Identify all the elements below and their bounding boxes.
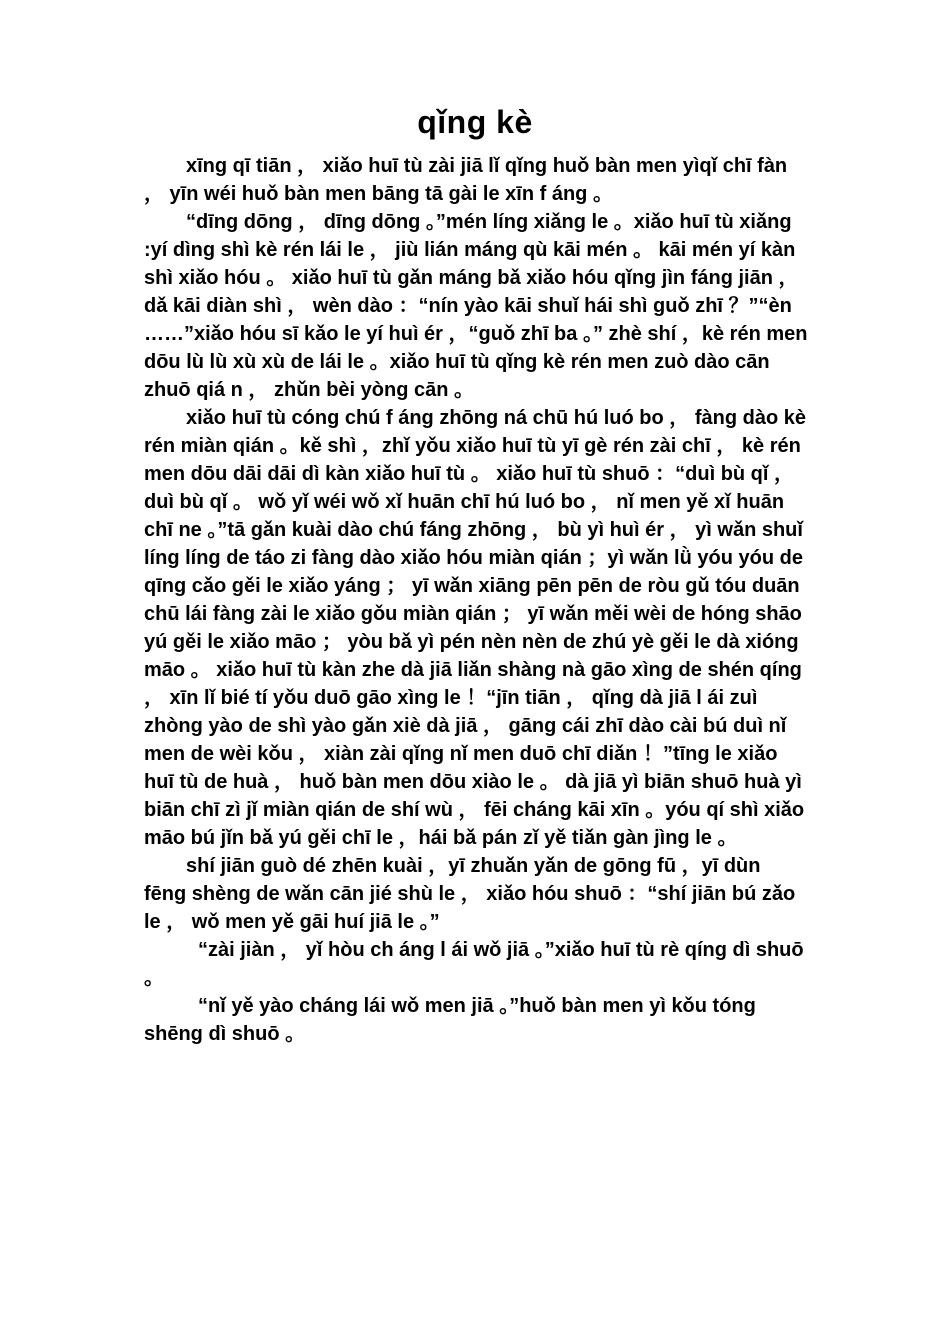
paragraph-6: “nǐ yě yào cháng lái wǒ men jiā 。”huǒ bàn men yì kǒu tóng shēng dì shuō 。	[144, 995, 756, 1045]
paragraph-2: “dīng dōng ， dīng dōng 。”mén líng xiǎng le 。xiǎo huī tù xiǎng :yí dìng shì kè rén lái le ， jiù lián máng qù kāi mén 。 kāi mén yí kàn shì xiǎo hóu 。 xiǎo huī tù gǎn máng bǎ xiǎo hóu qǐng jìn fáng jiān ，dǎ kāi diàn shì ， wèn dào ：“nín yào kāi shuǐ hái shì guǒ zhī ？”“èn ……”xiǎo hóu sī kǎo le yí huì ér ，“guǒ zhī ba 。” zhè shí ，kè rén men dōu lù lù xù xù de lái le 。xiǎo huī tù qǐng kè rén men zuò dào cān zhuō qiá n ， zhǔn bèi yòng cān 。	[144, 211, 808, 401]
paragraph-5: “zài jiàn ， yǐ hòu ch áng l ái wǒ jiā 。”xiǎo huī tù rè qíng dì shuō 。	[144, 939, 804, 989]
paragraph-3: xiǎo huī tù cóng chú f áng zhōng ná chū hú luó bo ， fàng dào kè rén miàn qián 。kě shì ，zhǐ yǒu xiǎo huī tù yī gè rén zài chī ， kè rén men dōu dāi dāi dì kàn xiǎo huī tù 。 xiǎo huī tù shuō ：“duì bù qǐ ， duì bù qǐ 。 wǒ yǐ wéi wǒ xǐ huān chī hú luó bo ， nǐ men yě xǐ huān chī ne 。”tā gǎn kuài dào chú fáng zhōng ， bù yì huì ér ， yì wǎn shuǐ líng líng de táo zi fàng dào xiǎo hóu miàn qián ；yì wǎn lǜ yóu yóu de qīng cǎo gěi le xiǎo yáng ； yī wǎn xiāng pēn pēn de ròu gǔ tóu duān chū lái fàng zài le xiǎo gǒu miàn qián ； yī wǎn měi wèi de hóng shāo yú gěi le xiǎo māo ； yòu bǎ yì pén nèn nèn de zhú yè gěi le dà xióng māo 。 xiǎo huī tù kàn zhe dà jiā liǎn shàng nà gāo xìng de shén qíng ， xīn lǐ bié tí yǒu duō gāo xìng le ！“jīn tiān ， qǐng dà jiā l ái zuì zhòng yào de shì yào gǎn xiè dà jiā ， gāng cái zhī dào cài bú duì nǐ men de wèi kǒu ， xiàn zài qǐng nǐ men duō chī diǎn ！”tīng le xiǎo huī tù de huà ， huǒ bàn men dōu xiào le 。 dà jiā yì biān shuō huà yì biān chī zì jǐ miàn qián de shí wù ， fēi cháng kāi xīn 。yóu qí shì xiǎo māo bú jǐn bǎ yú gěi chī le ，hái bǎ pán zǐ yě tiǎn gàn jìng le 。	[144, 407, 806, 849]
paragraph-4: shí jiān guò dé zhēn kuài ，yī zhuǎn yǎn de gōng fū ，yī dùn fēng shèng de wǎn cān jié shù le ， xiǎo hóu shuō ：“shí jiān bú zǎo le ， wǒ men yě gāi huí jiā le 。”	[144, 855, 796, 933]
paragraph-1: xīng qī tiān ， xiǎo huī tù zài jiā lǐ qǐng huǒ bàn men yìqǐ chī fàn ， yīn wéi huǒ bàn men bāng tā gài le xīn f áng 。	[144, 155, 788, 205]
document-body	[144, 152, 808, 1048]
document-title: qǐng kè	[417, 104, 533, 140]
